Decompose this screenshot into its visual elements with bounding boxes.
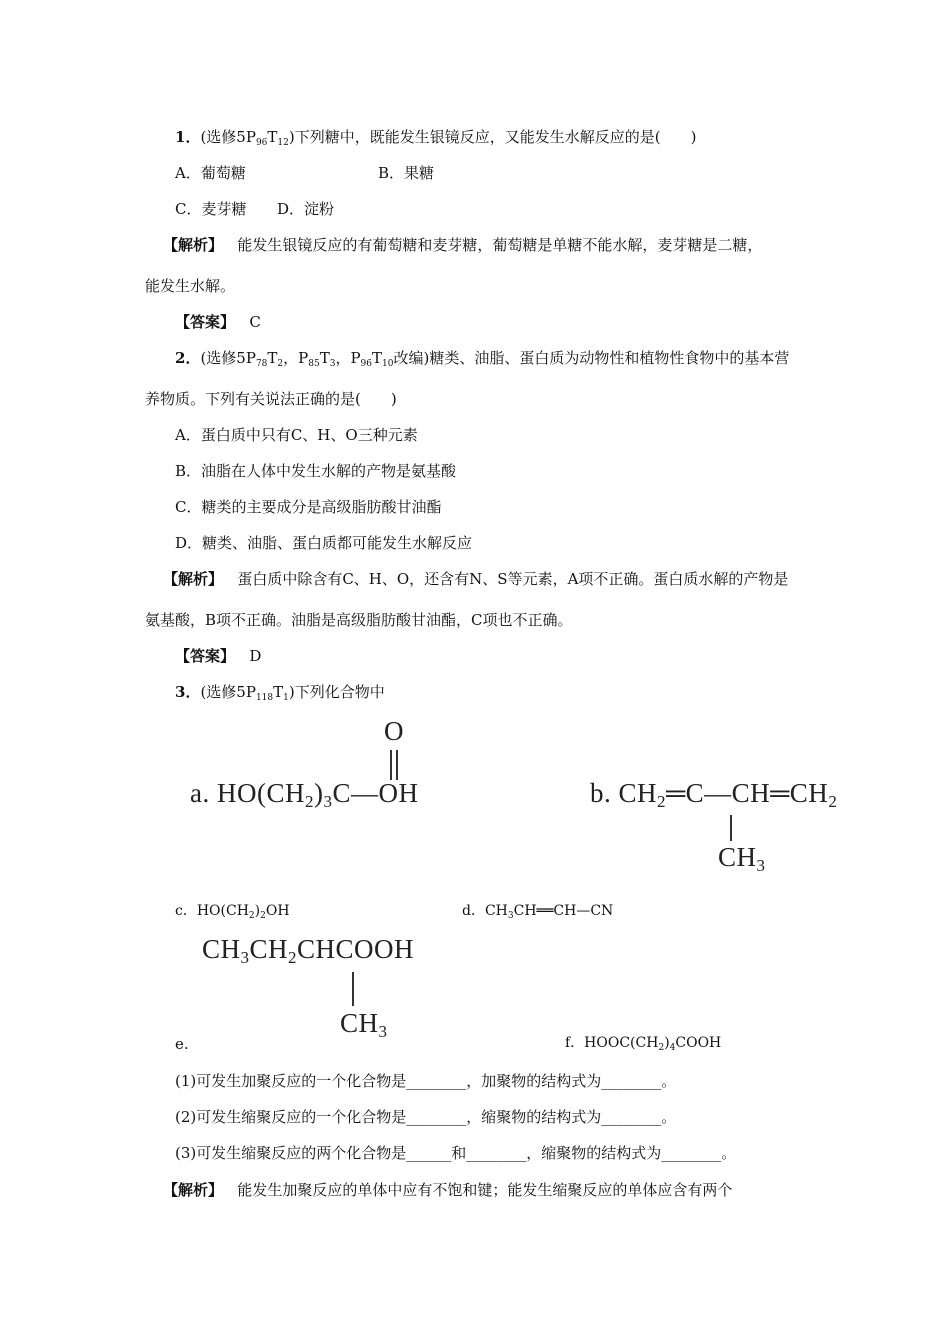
compound-e-formula: CH3CH2CHCOOH — [202, 934, 415, 967]
compound-a-carbonyl-oxygen: O — [384, 716, 404, 746]
q2-analysis-line-1: 【解析】 蛋白质中除含有C、H、O，还含有N、S等元素，A项不正确。蛋白质水解的产物是 — [163, 570, 789, 588]
compound-b-formula: b. CH2═C—CH═CH2 — [590, 778, 838, 811]
q2-answer-line — [175, 646, 261, 666]
q1-answer-label: 【答案】 — [175, 313, 236, 331]
q3-subquestion-1: (1)可发生加聚反应的一个化合物是________，加聚物的结构式为________。 — [175, 1072, 677, 1090]
q2-option-a: A．蛋白质中只有C、H、O三种元素 — [175, 426, 418, 444]
q2-number: 2 — [175, 349, 186, 367]
compound-a-double-bond-right — [396, 750, 398, 780]
q3-number: 3 — [175, 683, 186, 701]
q2-analysis-label: 【解析】 — [163, 570, 224, 588]
q1-option-a: A．葡萄糖 — [175, 164, 246, 182]
q1-source: (选修5P — [200, 128, 256, 146]
q1-stem-line: 1．(选修$5P_{96}T_{12}$)下列糖中，既能发生银镜反应，又能发生水解反应的是( ) — [175, 128, 697, 148]
compound-f: f．$HOOC(CH_2)_4COOH$ — [565, 1035, 722, 1053]
q3-analysis-label: 【解析】 — [163, 1181, 224, 1199]
q1-option-b: B．果糖 — [378, 164, 435, 182]
q3-analysis-line-1: 【解析】 能发生加聚反应的单体中应有不饱和键；能发生缩聚反应的单体应含有两个 — [163, 1181, 733, 1199]
q2-stem-line-1: 2．(选修$5P_{78}T_2$，$P_{85}T_3$，$P_{96}T_{10}$改编)糖类、油脂、蛋白质为动物性和植物性食物中的基本营 — [175, 349, 790, 369]
q1-analysis-label: 【解析】 — [163, 236, 224, 254]
q2-answer-label: 【答案】 — [175, 647, 236, 665]
q2-answer: D — [249, 647, 262, 665]
compound-e-branch: CH3 — [340, 1008, 388, 1041]
q1-option-c: C．麦芽糖 — [175, 200, 247, 218]
q3-subquestion-2: (2)可发生缩聚反应的一个化合物是________，缩聚物的结构式为________。 — [175, 1108, 677, 1126]
q1-answer-line — [175, 312, 261, 332]
q2-option-c: C．糖类的主要成分是高级脂肪酸甘油酯 — [175, 498, 442, 516]
compound-b-branch: CH3 — [718, 842, 766, 875]
compound-e-branch-bond — [352, 972, 354, 1006]
q1-analysis-line-2: 能发生水解。 — [145, 277, 236, 295]
compound-c: c．$HO(CH_2)_2OH$ — [175, 903, 290, 921]
q1-stem: 下列糖中，既能发生银镜反应，又能发生水解反应的是( ) — [294, 128, 697, 146]
q2-stem-line-2: 养物质。下列有关说法正确的是( ) — [145, 390, 397, 408]
compound-e-label: e. — [175, 1035, 189, 1053]
compound-b-branch-bond — [730, 815, 732, 841]
q2-option-b: B．油脂在人体中发生水解的产物是氨基酸 — [175, 462, 457, 480]
q2-option-d: D．糖类、油脂、蛋白质都可能发生水解反应 — [175, 534, 473, 552]
q3-subquestion-3: (3)可发生缩聚反应的两个化合物是______和________，缩聚物的结构式为________。 — [175, 1144, 737, 1162]
q3-stem-line: 3．(选修$5P_{118}T_1$)下列化合物中 — [175, 683, 385, 703]
compound-d: d．$CH_3CH══CH—CN$ — [462, 903, 614, 921]
q1-option-d: D．淀粉 — [277, 200, 335, 218]
q1-answer: C — [249, 313, 261, 331]
q1-number: 1 — [175, 128, 186, 146]
q1-analysis-line-1: 【解析】 能发生银镜反应的有葡萄糖和麦芽糖，葡萄糖是单糖不能水解，麦芽糖是二糖， — [163, 236, 763, 254]
q2-analysis-line-2: 氨基酸，B项不正确。油脂是高级脂肪酸甘油酯，C项也不正确。 — [145, 611, 573, 629]
compound-a-double-bond-left — [390, 750, 392, 780]
compound-a-formula: a. HO(CH2)3C—OH — [190, 778, 419, 811]
